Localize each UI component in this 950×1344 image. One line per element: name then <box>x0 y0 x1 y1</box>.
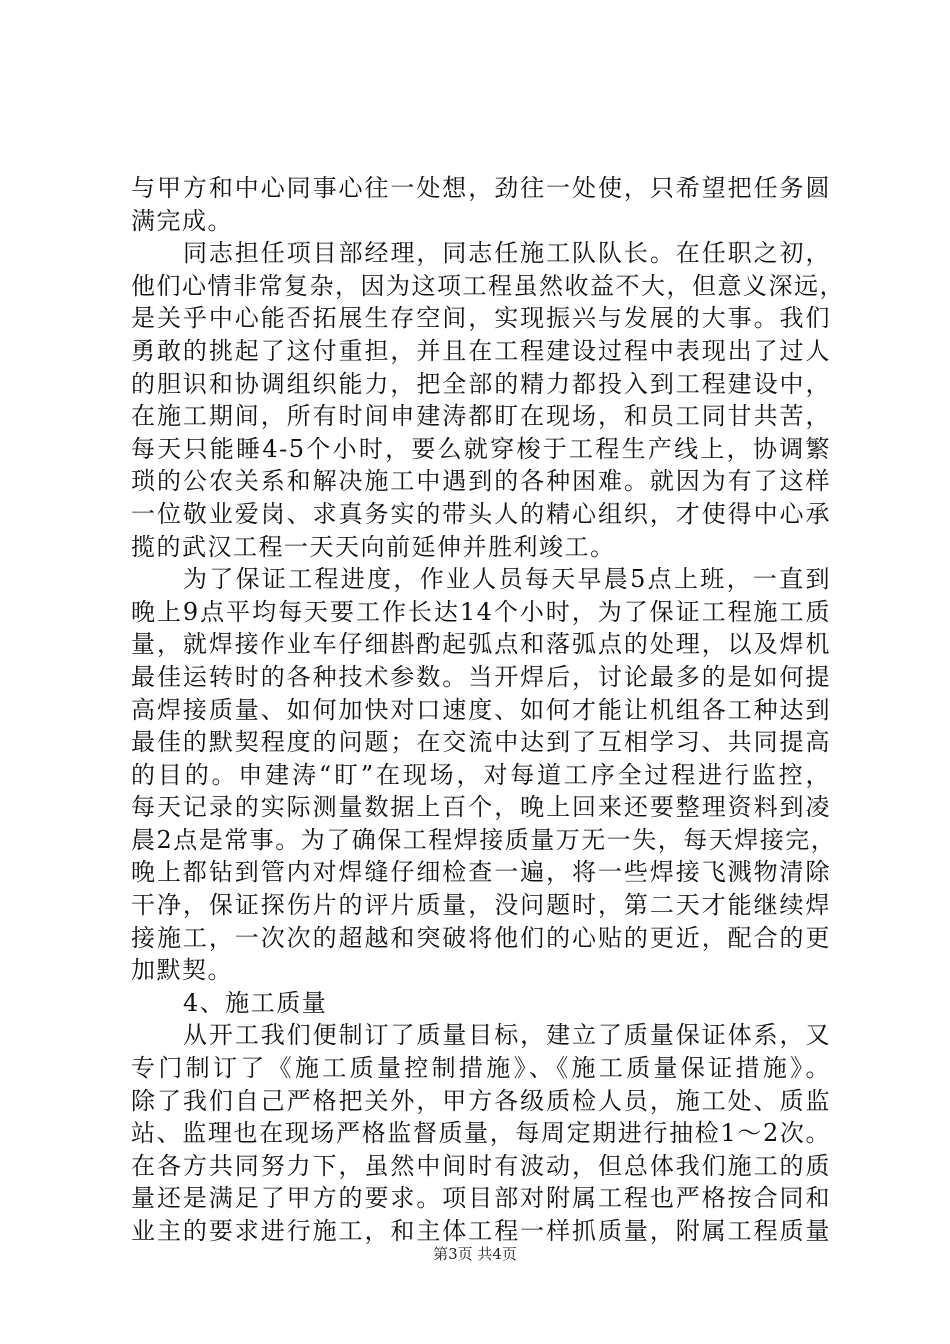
text-line: 从开工我们便制订了质量目标，建立了质量保证体系，又 <box>183 1021 831 1050</box>
text-line: 他们心情非常复杂，因为这项工程虽然收益不大，但意义深远， <box>131 271 845 300</box>
text-line: 4、施工质量 <box>183 988 328 1017</box>
text-line: 接施工，一次次的超越和突破将他们的心贴的更近，配合的更 <box>131 923 831 952</box>
text-line: 加默契。 <box>131 956 233 985</box>
text-line: 量还是满足了甲方的要求。项目部对附属工程也严格按合同和 <box>131 1184 831 1213</box>
text-line: 每天记录的实际测量数据上百个，晚上回来还要整理资料到凌 <box>131 793 831 822</box>
page-number-footer: 第3页 共4页 <box>433 1245 517 1263</box>
text-line: 揽的武汉工程一天天向前延伸并胜利竣工。 <box>131 532 616 561</box>
text-line: 除了我们自己严格把关外，甲方各级质检人员，施工处、质监 <box>131 1086 831 1115</box>
text-line: 的目的。申建涛“盯”在现场，对每道工序全过程进行监控， <box>131 760 831 789</box>
text-line: 晚上都钻到管内对焊缝仔细检查一遍，将一些焊接飞溅物清除 <box>131 858 831 887</box>
text-line: 为了保证工程进度，作业人员每天早晨5点上班，一直到 <box>183 565 831 594</box>
text-line: 量，就焊接作业车仔细斟酌起弧点和落弧点的处理，以及焊机 <box>131 630 831 659</box>
text-line: 的胆识和协调组织能力，把全部的精力都投入到工程建设中， <box>131 369 831 398</box>
text-line: 与甲方和中心同事心往一处想，劲往一处使，只希望把任务圆 <box>131 174 831 202</box>
text-line: 专门制订了《施工质量控制措施》、《施工质量保证措施》。 <box>131 1054 831 1083</box>
text-line: 最佳运转时的各种技术参数。当开焊后，讨论最多的是如何提 <box>131 662 831 691</box>
text-line: 是关乎中心能否拓展生存空间，实现振兴与发展的大事。我们 <box>131 304 831 333</box>
text-line: 晨2点是常事。为了确保工程焊接质量万无一失，每天焊接完， <box>131 825 837 854</box>
document-body <box>131 172 845 1248</box>
text-line: 业主的要求进行施工，和主体工程一样抓质量，附属工程质量 <box>131 1217 831 1245</box>
text-line: 琐的公农关系和解决施工中遇到的各种困难。就因为有了这样 <box>131 467 831 496</box>
text-line: 每天只能睡4-5个小时，要么就穿梭于工程生产线上，协调繁 <box>131 434 831 463</box>
text-line: 在各方共同努力下，虽然中间时有波动，但总体我们施工的质 <box>131 1151 831 1180</box>
text-line: 高焊接质量、如何加快对口速度、如何才能让机组各工种达到 <box>131 695 831 724</box>
text-line: 在施工期间，所有时间申建涛都盯在现场，和员工同甘共苦， <box>131 402 831 431</box>
text-line: 一位敬业爱岗、求真务实的带头人的精心组织，才使得中心承 <box>131 499 831 528</box>
text-line: 勇敢的挑起了这付重担，并且在工程建设过程中表现出了过人 <box>131 336 831 365</box>
text-line: 满完成。 <box>131 206 233 235</box>
text-line: 最佳的默契程度的问题；在交流中达到了互相学习、共同提高 <box>131 728 831 757</box>
text-line: 站、监理也在现场严格监督质量，每周定期进行抽检1～2次。 <box>131 1119 831 1148</box>
text-line: 同志担任项目部经理，同志任施工队队长。在任职之初， <box>183 239 831 268</box>
text-line: 干净，保证探伤片的评片质量，没问题时，第二天才能继续焊 <box>131 891 831 920</box>
text-line: 晚上9点平均每天要工作长达14个小时，为了保证工程施工质 <box>131 597 831 626</box>
